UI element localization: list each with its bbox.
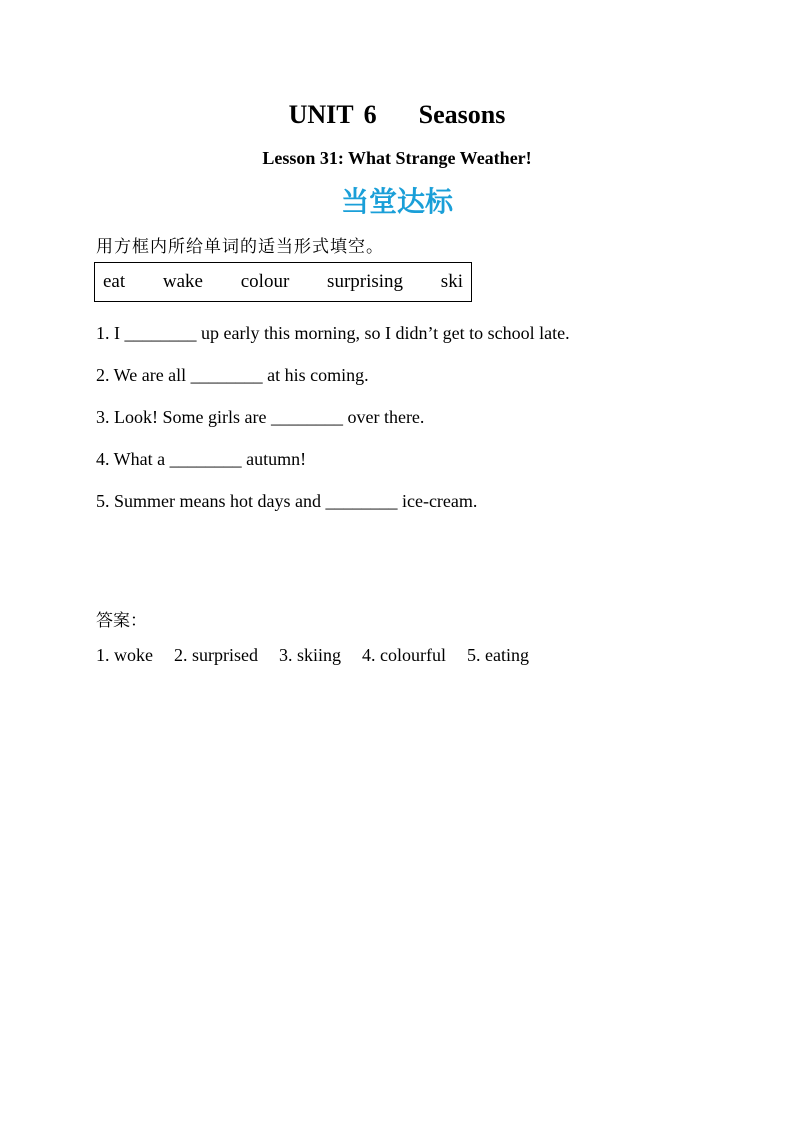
exercise-instruction: 用方框内所给单词的适当形式填空。 bbox=[96, 237, 384, 257]
word-box-item: surprising bbox=[327, 271, 404, 292]
question-item: 5. Summer means hot days and ________ ice-cream. bbox=[96, 491, 478, 511]
answer-item: 4. colourful bbox=[362, 645, 446, 665]
question-list bbox=[96, 312, 570, 522]
question-item: 4. What a ________ autumn! bbox=[96, 449, 307, 469]
answer-item: 5. eating bbox=[467, 645, 529, 665]
word-box-item: ski bbox=[440, 271, 463, 292]
answer-item: 3. skiing bbox=[279, 645, 342, 665]
section-heading: 当堂达标 bbox=[340, 185, 453, 218]
unit-title: UNIT 6 Seasons bbox=[288, 100, 506, 129]
answer-item: 1. woke bbox=[96, 645, 153, 665]
question-item: 2. We are all ________ at his coming. bbox=[96, 365, 369, 385]
word-box-item: colour bbox=[240, 271, 290, 292]
question-item: 3. Look! Some girls are ________ over there. bbox=[96, 407, 425, 427]
answer-item: 2. surprised bbox=[174, 645, 258, 665]
word-box-item: wake bbox=[162, 271, 203, 292]
lesson-subtitle: Lesson 31: What Strange Weather! bbox=[262, 148, 532, 168]
answer-label: 答案： bbox=[96, 611, 147, 631]
word-box bbox=[94, 262, 472, 302]
answer-list bbox=[96, 645, 529, 666]
word-box-item: eat bbox=[103, 271, 126, 292]
question-item: 1. I ________ up early this morning, so I didn’t get to school late. bbox=[96, 323, 570, 343]
